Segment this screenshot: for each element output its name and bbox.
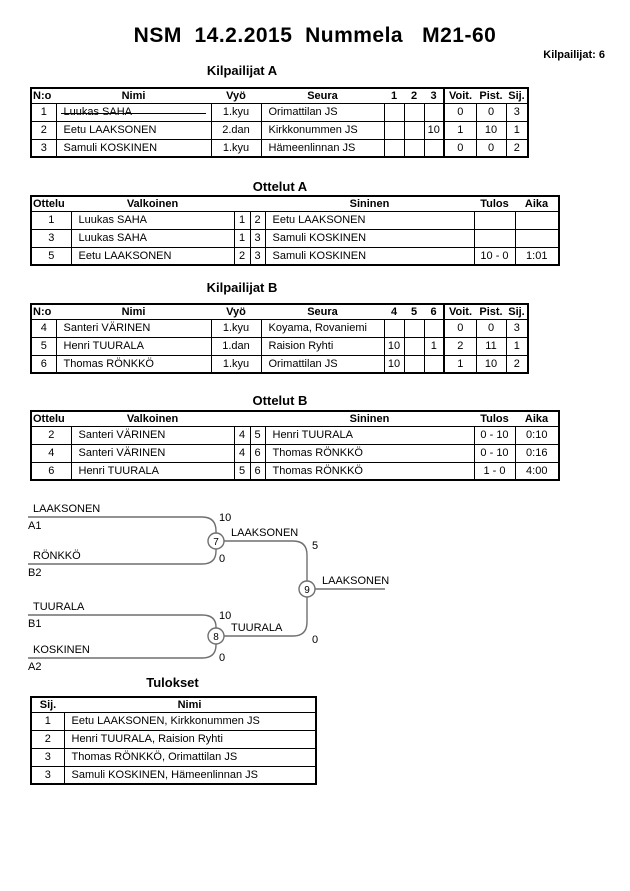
cell-no: 4 [31, 319, 56, 337]
cell-name: Henri TUURALA [56, 337, 211, 355]
cell-match5 [404, 355, 424, 373]
cell-blue-number: 3 [250, 247, 265, 265]
cell-time: 4:00 [515, 462, 559, 480]
col-header-match1: 1 [384, 88, 404, 103]
cell-club: Koyama, Rovaniemi [261, 319, 384, 337]
cell-time: 1:01 [515, 247, 559, 265]
cell-time: 0:16 [515, 444, 559, 462]
cell-time [515, 211, 559, 229]
cell-belt: 2.dan [211, 121, 261, 139]
cell-belt: 1.kyu [211, 103, 261, 121]
pool-b-row [31, 337, 528, 355]
cell-belt: 1.kyu [211, 355, 261, 373]
col-header-white: Valkoinen [71, 196, 234, 211]
cell-match1 [384, 103, 404, 121]
cell-blue-name: Eetu LAAKSONEN [265, 211, 474, 229]
cell-place: 1 [506, 337, 528, 355]
col-header-blue: Sininen [265, 196, 474, 211]
col-header-belt: Vyö [211, 304, 261, 319]
bracket-a2-seed: A2 [28, 661, 42, 673]
bracket-champion-label: LAAKSONEN [322, 575, 390, 587]
section-title-matches-b: Ottelut B [252, 393, 308, 408]
bracket-match8-winner-score: 0 [312, 634, 319, 646]
cell-match-no: 5 [31, 247, 71, 265]
pool-a-row [31, 121, 528, 139]
medal-bracket-diagram [0, 490, 630, 690]
cell-result: 10 - 0 [474, 247, 515, 265]
matches-a-header-row [31, 196, 559, 211]
col-header-points: Pist. [476, 88, 506, 103]
cell-white-name: Luukas SAHA [71, 211, 234, 229]
cell-club: Orimattilan JS [261, 103, 384, 121]
pool-a-header-row [31, 88, 528, 103]
cell-match-no: 6 [31, 462, 71, 480]
matches-b-row [31, 462, 559, 480]
cell-name: Henri TUURALA, Raision Ryhti [64, 730, 316, 748]
results-row [31, 748, 316, 766]
pool-b-table [30, 303, 529, 374]
cell-match5 [404, 319, 424, 337]
col-header-match3: 3 [424, 88, 444, 103]
cell-match-no: 2 [31, 426, 71, 444]
cell-place: 2 [31, 730, 64, 748]
col-header-result: Tulos [474, 411, 515, 426]
cell-name: Eetu LAAKSONEN, Kirkkonummen JS [64, 712, 316, 730]
cell-wins: 2 [444, 337, 476, 355]
cell-match3 [424, 103, 444, 121]
col-header-points: Pist. [476, 304, 506, 319]
cell-match1 [384, 121, 404, 139]
col-header-club: Seura [261, 88, 384, 103]
col-header-wins: Voit. [444, 88, 476, 103]
cell-club: Raision Ryhti [261, 337, 384, 355]
bracket-match8-winner-label: TUURALA [231, 622, 283, 634]
matches-b-table [30, 410, 560, 481]
cell-match3: 10 [424, 121, 444, 139]
participants-count: Kilpailijat: 6 [543, 49, 605, 61]
cell-name: Samuli KOSKINEN [56, 139, 211, 157]
bracket-b1-seed: B1 [28, 618, 42, 630]
bracket-a1-name: LAAKSONEN [33, 503, 101, 515]
cell-no: 2 [31, 121, 56, 139]
col-header-no: N:o [31, 304, 56, 319]
col-header-match4: 4 [384, 304, 404, 319]
cell-place: 3 [31, 748, 64, 766]
cell-blue-name: Thomas RÖNKKÖ [265, 462, 474, 480]
cell-blue-number: 2 [250, 211, 265, 229]
results-row [31, 712, 316, 730]
match7-number: 7 [213, 537, 219, 548]
cell-white-name: Santeri VÄRINEN [71, 426, 234, 444]
col-header-time: Aika [515, 411, 559, 426]
pool-b-row [31, 355, 528, 373]
cell-place: 3 [31, 766, 64, 784]
cell-belt: 1.kyu [211, 139, 261, 157]
bracket-line-match7-winner [224, 541, 307, 581]
cell-place: 3 [506, 103, 528, 121]
cell-wins: 0 [444, 103, 476, 121]
col-header-name: Nimi [64, 697, 316, 712]
section-title-results: Tulokset [146, 675, 199, 690]
cell-match2 [404, 121, 424, 139]
cell-blue-number: 3 [250, 229, 265, 247]
pool-a-table [30, 87, 529, 158]
cell-place: 3 [506, 319, 528, 337]
cell-no: 6 [31, 355, 56, 373]
col-header-name: Nimi [56, 304, 211, 319]
bracket-match7-winner-label: LAAKSONEN [231, 527, 299, 539]
bracket-b2-name: RÖNKKÖ [33, 550, 81, 562]
cell-match4: 10 [384, 337, 404, 355]
cell-points: 10 [476, 121, 506, 139]
pool-a-row [31, 139, 528, 157]
cell-white-number: 5 [234, 462, 250, 480]
cell-no: 1 [31, 103, 56, 121]
bracket-a1-score: 10 [219, 512, 232, 524]
cell-points: 0 [476, 103, 506, 121]
col-header-time: Aika [515, 196, 559, 211]
cell-white-number: 2 [234, 247, 250, 265]
bracket-line-b1 [28, 615, 216, 628]
cell-club: Hämeenlinnan JS [261, 139, 384, 157]
cell-white-name: Santeri VÄRINEN [71, 444, 234, 462]
bracket-a2-score: 0 [219, 652, 226, 664]
pool-b-header-row [31, 304, 528, 319]
cell-belt: 1.dan [211, 337, 261, 355]
bracket-b2-score: 0 [219, 553, 226, 565]
cell-result [474, 229, 515, 247]
bracket-a2-name: KOSKINEN [33, 644, 90, 656]
cell-wins: 0 [444, 139, 476, 157]
results-row [31, 730, 316, 748]
cell-white-name: Eetu LAAKSONEN [71, 247, 234, 265]
bracket-line-a1 [28, 517, 216, 533]
section-title-pool-a: Kilpailijat A [206, 63, 278, 78]
col-header-place: Sij. [506, 304, 528, 319]
cell-blue-name: Henri TUURALA [265, 426, 474, 444]
cell-wins: 1 [444, 121, 476, 139]
cell-white-number: 4 [234, 444, 250, 462]
cell-match3 [424, 139, 444, 157]
matches-a-table [30, 195, 560, 266]
section-title-matches-a: Ottelut A [252, 179, 308, 194]
cell-match4 [384, 319, 404, 337]
cell-name: Thomas RÖNKKÖ, Orimattilan JS [64, 748, 316, 766]
cell-blue-number: 6 [250, 462, 265, 480]
col-header-club: Seura [261, 304, 384, 319]
col-header-match5: 5 [404, 304, 424, 319]
results-header-row [31, 697, 316, 712]
cell-white-name: Henri TUURALA [71, 462, 234, 480]
cell-belt: 1.kyu [211, 319, 261, 337]
col-header-place: Sij. [31, 697, 64, 712]
col-header-blue: Sininen [265, 411, 474, 426]
col-header-no: N:o [31, 88, 56, 103]
cell-blue-number: 6 [250, 444, 265, 462]
cell-match-no: 4 [31, 444, 71, 462]
col-header-match-no: Ottelu [31, 196, 71, 211]
cell-points: 11 [476, 337, 506, 355]
cell-name: Samuli KOSKINEN, Hämeenlinnan JS [64, 766, 316, 784]
matches-a-row [31, 211, 559, 229]
col-header-wins: Voit. [444, 304, 476, 319]
col-header-result: Tulos [474, 196, 515, 211]
cell-white-number: 1 [234, 229, 250, 247]
cell-match-no: 3 [31, 229, 71, 247]
cell-match5 [404, 337, 424, 355]
cell-no: 3 [31, 139, 56, 157]
col-header-name: Nimi [56, 88, 211, 103]
bracket-a1-seed: A1 [28, 520, 42, 532]
matches-b-header-row [31, 411, 559, 426]
col-header-match6: 6 [424, 304, 444, 319]
cell-match2 [404, 139, 424, 157]
cell-match4: 10 [384, 355, 404, 373]
cell-result [474, 211, 515, 229]
col-header-white-number [234, 411, 250, 426]
col-header-blue-number [250, 196, 265, 211]
matches-b-row [31, 444, 559, 462]
cell-match6 [424, 355, 444, 373]
cell-club: Kirkkonummen JS [261, 121, 384, 139]
cell-wins: 0 [444, 319, 476, 337]
col-header-match2: 2 [404, 88, 424, 103]
cell-place: 2 [506, 139, 528, 157]
cell-match1 [384, 139, 404, 157]
match8-number: 8 [213, 632, 219, 643]
cell-place: 1 [506, 121, 528, 139]
cell-name: Thomas RÖNKKÖ [56, 355, 211, 373]
col-header-blue-number [250, 411, 265, 426]
bracket-b1-score: 10 [219, 610, 232, 622]
col-header-white: Valkoinen [71, 411, 234, 426]
match9-number: 9 [304, 585, 310, 596]
results-row [31, 766, 316, 784]
page-title: NSM 14.2.2015 Nummela M21-60 [133, 24, 497, 47]
pool-a-row [31, 103, 528, 121]
matches-b-row [31, 426, 559, 444]
cell-name-struck: Luukas SAHA [56, 103, 211, 121]
col-header-match-no: Ottelu [31, 411, 71, 426]
cell-blue-number: 5 [250, 426, 265, 444]
cell-time [515, 229, 559, 247]
col-header-white-number [234, 196, 250, 211]
cell-blue-name: Samuli KOSKINEN [265, 229, 474, 247]
cell-white-name: Luukas SAHA [71, 229, 234, 247]
matches-a-row [31, 229, 559, 247]
bracket-match7-winner-score: 5 [312, 540, 319, 552]
cell-white-number: 4 [234, 426, 250, 444]
cell-points: 0 [476, 319, 506, 337]
cell-no: 5 [31, 337, 56, 355]
cell-time: 0:10 [515, 426, 559, 444]
bracket-b1-name: TUURALA [33, 601, 85, 613]
cell-wins: 1 [444, 355, 476, 373]
cell-blue-name: Thomas RÖNKKÖ [265, 444, 474, 462]
cell-points: 0 [476, 139, 506, 157]
cell-result: 0 - 10 [474, 444, 515, 462]
cell-match6: 1 [424, 337, 444, 355]
cell-match6 [424, 319, 444, 337]
bracket-b2-seed: B2 [28, 567, 42, 579]
cell-match-no: 1 [31, 211, 71, 229]
cell-name: Santeri VÄRINEN [56, 319, 211, 337]
results-table [30, 696, 317, 785]
cell-place: 2 [506, 355, 528, 373]
col-header-place: Sij. [506, 88, 528, 103]
cell-match2 [404, 103, 424, 121]
cell-result: 1 - 0 [474, 462, 515, 480]
matches-a-row [31, 247, 559, 265]
cell-place: 1 [31, 712, 64, 730]
cell-club: Orimattilan JS [261, 355, 384, 373]
pool-b-row [31, 319, 528, 337]
section-title-pool-b: Kilpailijat B [206, 280, 278, 295]
cell-name: Eetu LAAKSONEN [56, 121, 211, 139]
cell-points: 10 [476, 355, 506, 373]
cell-white-number: 1 [234, 211, 250, 229]
cell-result: 0 - 10 [474, 426, 515, 444]
cell-blue-name: Samuli KOSKINEN [265, 247, 474, 265]
col-header-belt: Vyö [211, 88, 261, 103]
